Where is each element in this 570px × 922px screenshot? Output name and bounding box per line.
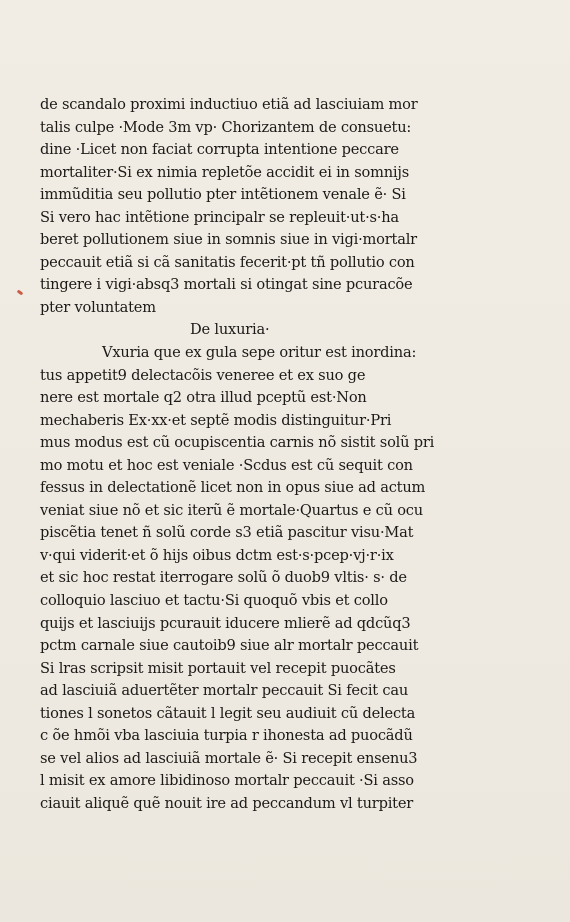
text-line: Si vero hac intẽtione principalr se repleuit·ut·s·ha <box>40 208 399 226</box>
text-line: quijs et lasciuijs pcurauit iducere mlierẽ ad qdcũq3 <box>40 614 411 632</box>
text-line: pter voluntatem <box>40 298 156 316</box>
text-line: veniat siue nõ et sic iterũ ẽ mortale·Quartus e cũ ocu <box>40 501 423 519</box>
text-line: tiones l sonetos cãtauit l legit seu audiuit cũ delecta <box>40 704 416 722</box>
text-line: beret pollutionem siue in somnis siue in vigi·mortalr <box>40 231 417 249</box>
text-line: mortaliter·Si ex nimia repletõe accidit ei in somnijs <box>40 163 409 181</box>
text-line: c õe hmõi vba lasciuia turpia r ihonesta ad puocãdũ <box>40 727 413 745</box>
text-line: tus appetit9 delectacõis veneree et ex suo ge <box>40 366 366 384</box>
text-line: se vel alios ad lasciuiã mortale ẽ· Si recepit ensenu3 <box>40 749 418 767</box>
text-line: nere est mortale q2 otra illud pceptũ est·Non <box>40 389 367 407</box>
text-line: tingere i vigi·absq3 mortali si otingat sine pcuracõe <box>40 276 413 294</box>
text-line: mo motu et hoc est veniale ·Scdus est cũ sequit con <box>40 456 413 474</box>
text-line: v·qui viderit·et õ hijs oibus dctm est·s·pcep·vj·r·ix <box>40 546 394 564</box>
text-line: immũditia seu pollutio pter intẽtionem venale ẽ· Si <box>40 186 406 204</box>
text-line: mechaberis Ex·xx·et septẽ modis distinguitur·Pri <box>40 411 392 429</box>
text-line: peccauit etiã si cã sanitatis fecerit·pt tñ pollutio con <box>40 253 415 271</box>
red-ink-mark <box>17 290 24 296</box>
text-line: colloquio lasciuo et tactu·Si quoquõ vbis et collo <box>40 592 388 610</box>
text-line: talis culpe ·Mode 3m vp· Chorizantem de consuetu: <box>40 118 412 136</box>
text-line: Si lras scripsit misit portauit vel recepit puocãtes <box>40 659 396 677</box>
section-heading: De luxuria· <box>190 321 270 339</box>
text-line: pctm carnale siue cautoib9 siue alr mortalr peccauit <box>40 637 419 655</box>
text-line: mus modus est cũ ocupiscentia carnis nõ sistit solũ pri <box>40 434 435 452</box>
text-line: de scandalo proximi inductiuo etiã ad lasciuiam mor <box>40 96 418 113</box>
text-line: l misit ex amore libidinoso mortalr peccauit ·Si asso <box>40 772 414 790</box>
text-line: fessus in delectationẽ licet non in opus siue ad actum <box>40 479 426 497</box>
text-line: piscẽtia tenet ñ solũ corde s3 etiã pascitur visu·Mat <box>40 524 414 542</box>
text-line: ad lasciuiã aduertẽter mortalr peccauit Si fecit cau <box>40 682 409 700</box>
text-line: et sic hoc restat iterrogare solũ õ duob9 vltis· s· de <box>40 569 407 587</box>
text-line: ciauit aliquẽ quẽ nouit ire ad peccandum vl turpiter <box>40 794 414 812</box>
page-text <box>40 94 486 816</box>
text-line: dine ·Licet non faciat corrupta intentione peccare <box>40 141 399 159</box>
text-line: Vxuria que ex gula sepe oritur est inordina: <box>102 344 417 362</box>
